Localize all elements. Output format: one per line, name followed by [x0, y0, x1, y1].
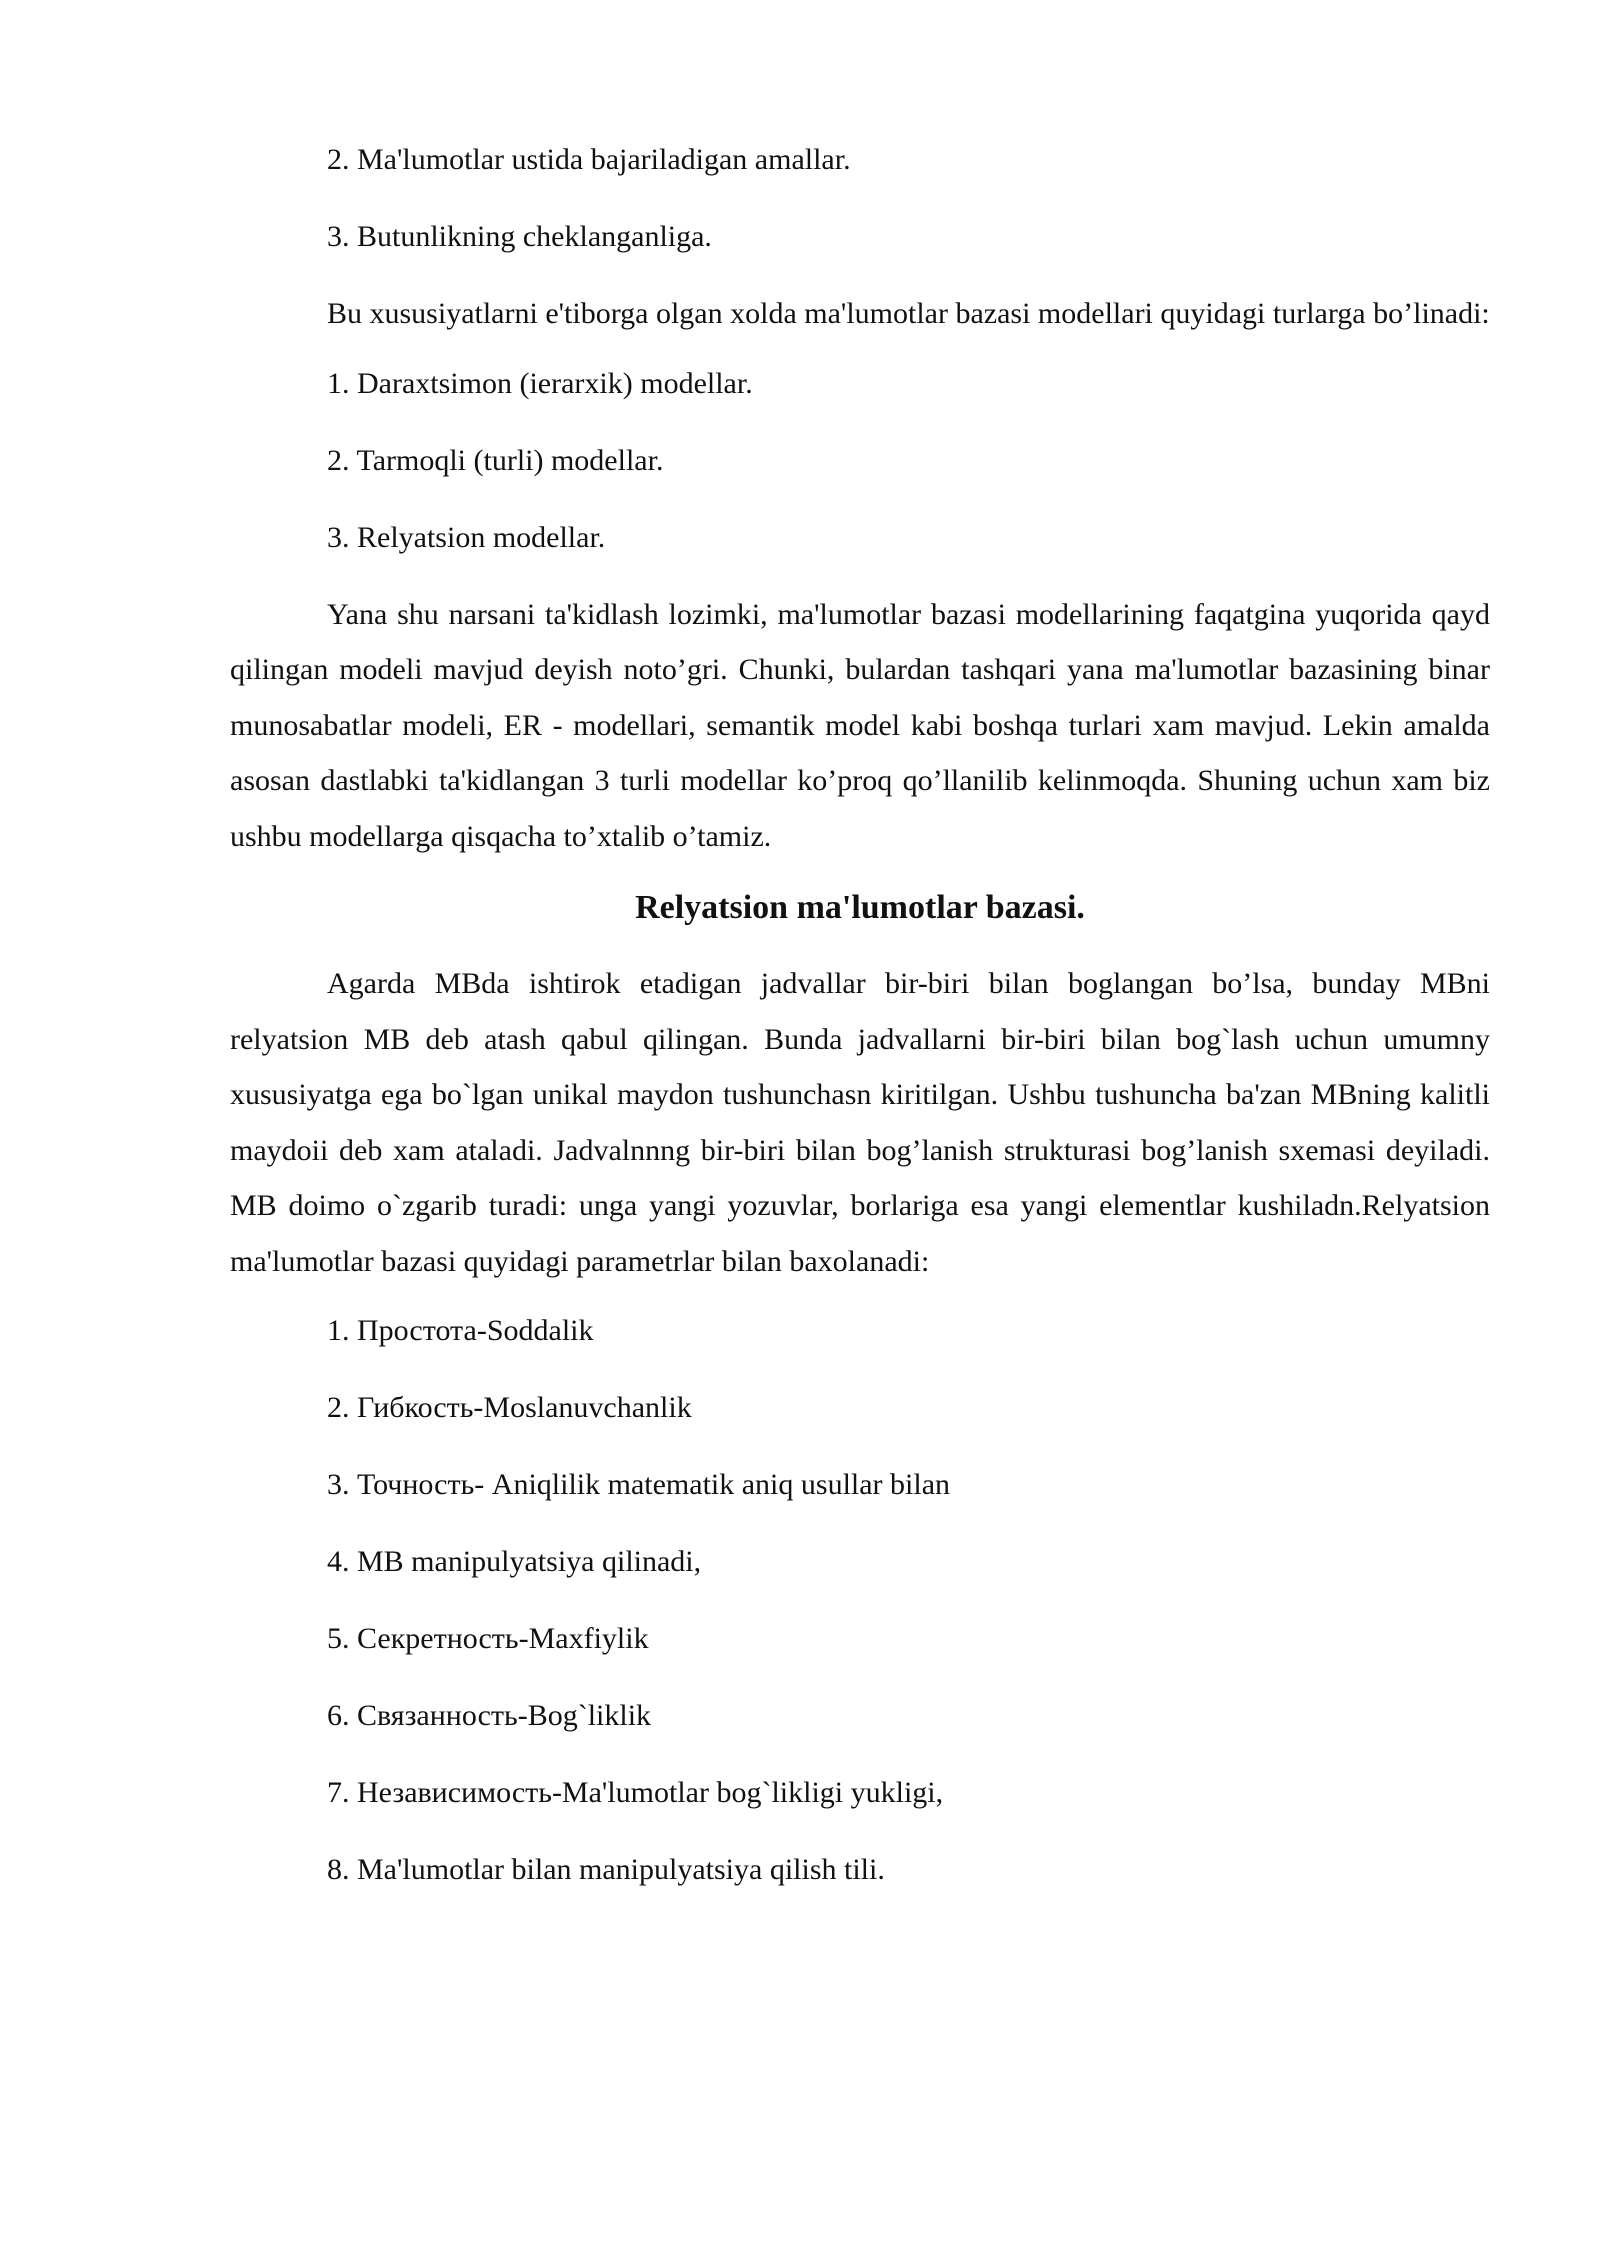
- list-item: 2. Гибкость-Moslanuvchanlik: [327, 1391, 692, 1424]
- document-body: [230, 140, 1490, 1927]
- list-item: 1. Daraxtsimon (ierarxik) modellar.: [327, 366, 753, 400]
- list-item: 3. Relyatsion modellar.: [327, 520, 606, 554]
- intro-paragraph: Bu xususiyatlarni e'tiborga olgan xolda ma'lumotlar bazasi modellari quyidagi turlarga bo’linadi:: [327, 297, 1490, 330]
- section-paragraph: Agarda MBda ishtirok etadigan jadvallar bir-biri bilan boglangan bo’lsa, bunday MBni relyatsion MB deb atash qabul qilingan. Bunda jadvallarni bir-biri bilan bog`lash uchun umumny xususiyatga ega bo`lgan unikal maydon tushunchasn kiritilgan. Ushbu tushuncha ba'zan MBning kalitli maydoii deb xam ataladi. Jadvalnnng bir-biri bilan bog’lanish strukturasi bog’lanish sxemasi deyiladi. MB doimo o`zgarib turadi: unga yangi yozuvlar, borlariga esa yangi elementlar kushiladn.Relyatsion ma'lumotlar bazasi quyidagi parametrlar bilan baxolanadi:: [230, 967, 1490, 1278]
- list-item: 8. Ma'lumotlar bilan manipulyatsiya qilish tili.: [327, 1853, 885, 1886]
- list-item: 3. Точность- Aniqlilik matematik aniq usullar bilan: [327, 1468, 951, 1501]
- list-item: 4. MB manipulyatsiya qilinadi,: [327, 1545, 702, 1578]
- list-item: 2. Tarmoqli (turli) modellar.: [327, 443, 664, 477]
- model-types-list: [230, 364, 1490, 558]
- list-item: 6. Связанность-Bog`liklik: [327, 1699, 652, 1732]
- list-item: 3. Butunlikning cheklanganliga.: [327, 220, 712, 253]
- note-paragraph: Yana shu narsani ta'kidlash lozimki, ma'lumotlar bazasi modellarining faqatgina yuqorida qayd qilingan modeli mavjud deyish noto’gri. Chunki, bulardan tashqari yana ma'lumotlar bazasining binar munosabatlar modeli, ER - modellari, semantik model kabi boshqa turlari xam mavjud. Lekin amalda asosan dastlabki ta'kidlangan 3 turli modellar ko’proq qo’llanilib kelinmoqda. Shuning uchun xam biz ushbu modellarga qisqacha to’xtalib o’tamiz.: [230, 597, 1490, 853]
- list-item: 1. Простота-Soddalik: [327, 1314, 594, 1347]
- list-item: 2. Ma'lumotlar ustida bajariladigan amallar.: [327, 143, 851, 176]
- list-item: 5. Секретность-Maxfiylik: [327, 1622, 649, 1655]
- list-item: 7. Независимость-Ma'lumotlar bog`likligi yukligi,: [327, 1776, 944, 1809]
- section-heading: Relyatsion ma'lumotlar bazasi.: [635, 889, 1085, 926]
- parameters-list: [230, 1311, 1490, 1890]
